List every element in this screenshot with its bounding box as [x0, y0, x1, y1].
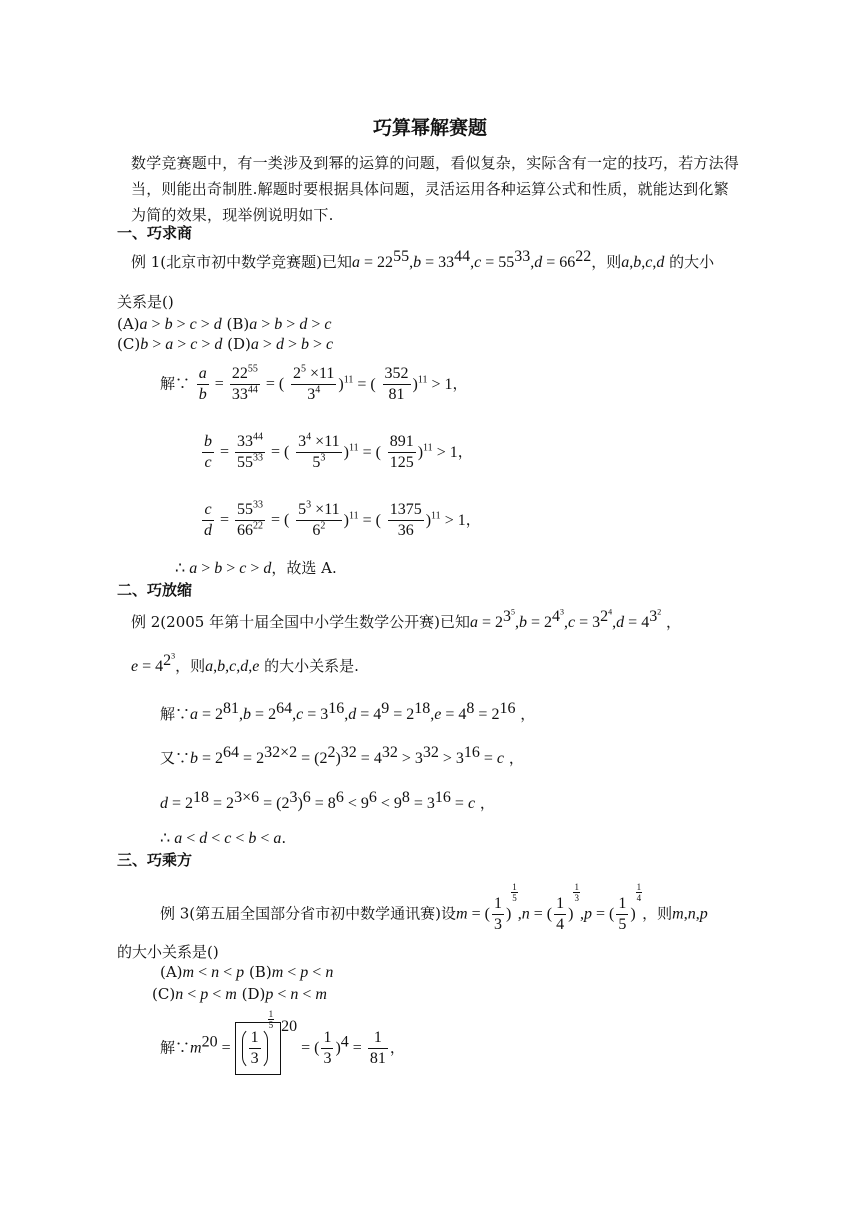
option-d-label: (D): [241, 985, 266, 1003]
example-3-tail: ，则: [642, 904, 673, 923]
example-3-options-cd: (C)n < p < m (D)p < n < m: [152, 985, 327, 1003]
option-c-label: (C): [117, 335, 141, 353]
example-1-solution-line-1: 解∵ $\frac{a}{b}$ = $\frac{22^{55}}{33^{44}}$ = ( $\frac{2^5 \times 11}{3^4}$ )$^{11}$ = ( $\frac{352}{81}$ )$^{11}$ > 1，: [160, 363, 468, 403]
comma: ，: [465, 510, 481, 529]
comma: ，: [520, 705, 536, 723]
comma: ，: [452, 374, 468, 393]
example-1-options-cd: (C)b > a > c > d (D)a > d > b > c: [117, 335, 334, 353]
option-c-label: (C): [152, 985, 176, 1003]
option-d-label: (D): [227, 335, 251, 353]
section-heading-3: 三、巧乘方: [117, 851, 193, 869]
option-a-label: (A): [160, 963, 183, 981]
example-1-given: a: [352, 254, 361, 271]
example-1-question: 关系是(): [117, 293, 174, 311]
example-1-tail: ，则: [591, 253, 622, 271]
example-2-solution-line-3: $d = 2^{18} = 2^{3\times 6} = (2^3)^6 = 8^6 < 9^6 < 9^8 = 3^{16} = c$ ，: [160, 789, 495, 812]
example-3-solution-line-1: 解$\because m^{20}$ = $\frac{1}{3}$ $\frac{1}{5}$ $^{20}$ = ( $\frac{1}{3}$ )$^4$ = $\frac{1}{81}$ ，: [160, 1022, 405, 1075]
comma: ，: [665, 613, 681, 631]
comma: ，: [479, 794, 495, 812]
section-heading-1: 一、巧求商: [117, 224, 193, 242]
example-3-question: 的大小关系是(): [117, 943, 219, 961]
option-a-label: (A): [117, 315, 140, 333]
example-1-statement: 例 1(北京市初中数学竞赛题)已知$a = 22^{55},b = 33^{44},c = 55^{33},d = 66^{22}$，则a,b,c,d 的大小: [131, 248, 715, 271]
example-2-statement-line-2: $e = 4^{2^3}$，则a,b,c,d,e 的大小关系是.: [131, 651, 359, 675]
example-2-tail: ，则: [175, 657, 206, 675]
example-3-options-ab: (A)m < n < p (B)m < p < n: [160, 963, 334, 981]
example-2-conclusion: ∴ a < d < c < b < a.: [160, 829, 287, 847]
example-2-lead: 例 2(2005 年第十届全国中小学生数学公开赛)已知: [131, 613, 470, 631]
example-2-solution-line-2: 又∵b = $2^{64} = 2^{32\times 2} = (2^2)^{32} = 4^{32} > 3^{32} > 3^{16} = c$ ，: [160, 744, 524, 767]
option-b-label: (B): [248, 963, 272, 981]
example-2-tail2: 的大小关系是.: [264, 657, 359, 675]
document-title: 巧算幂解赛题: [372, 117, 487, 139]
comma: ，: [389, 1038, 405, 1057]
example-1-tail2: 的大小: [669, 253, 715, 271]
section-heading-2: 二、巧放缩: [117, 581, 193, 599]
example-1-options-ab: (A)a > b > c > d (B)a > b > d > c: [117, 315, 332, 333]
example-1-solution-line-3: $\frac{c}{d}$ = $\frac{55^{33}}{66^{22}}$ = ( $\frac{5^3 \times 11}{6^2}$ )$^{11}$ = ( $\frac{1375}{36}$ )$^{11}$ > 1，: [204, 499, 481, 539]
example-3-lead: 例 3(第五届全国部分省市初中数学通讯赛)设: [160, 904, 457, 923]
example-2-solution-line-1: 解∵a = $2^{81},b = 2^{64},c = 3^{16},d = 4^9 = 2^{18},e = 4^8 = 2^{16}$ ，: [160, 700, 536, 723]
example-1-conclusion: ∴ a > b > c > d，故选 A.: [175, 559, 337, 577]
bracket-expression: $\frac{1}{3}$ $\frac{1}{5}$: [235, 1022, 282, 1075]
example-1-lead: 例 1(北京市初中数学竞赛题)已知: [131, 253, 353, 271]
example-1-solution-line-2: $\frac{b}{c}$ = $\frac{33^{44}}{55^{33}}$ = ( $\frac{3^4 \times 11}{5^3}$ )$^{11}$ = ( $\frac{891}{125}$ )$^{11}$ > 1，: [204, 431, 473, 471]
intro-paragraph: 数学竞赛题中，有一类涉及到幂的运算的问题，看似复杂，实际含有一定的技巧，若方法得当，则能出奇制胜.解题时要根据具体问题，灵活运用各种运算公式和性质，就能达到化繁为简的效果，现举例说明如下.: [131, 154, 740, 224]
moreover-label: 又∵: [160, 749, 191, 767]
solution-label: 解∵: [160, 705, 191, 723]
example-2-statement: 例 2(2005 年第十届全国中小学生数学公开赛)已知$a = 2^{3^5},b = 2^{4^3},c = 3^{2^4},d = 4^{3^2}$ ，: [131, 607, 681, 631]
solution-label: 解∵: [160, 374, 191, 393]
period: .: [281, 829, 287, 847]
example-1-conclusion-tail: ，故选 A.: [271, 559, 337, 577]
solution-label: 解∵: [160, 1038, 191, 1057]
example-3-statement: 例 3(第五届全国部分省市初中数学通讯赛)设m = ( $\frac{1}{3}$ ) $\frac{1}{5}$ ,n = ( $\frac{1}{4}$ ) $\frac{1}{3}$ ,p = ( $\frac{1}{5}$ ) $\frac{1}{4}$ ，则m,n,p: [160, 882, 708, 933]
comma: ，: [508, 749, 524, 767]
comma: ，: [457, 442, 473, 461]
option-b-label: (B): [226, 315, 250, 333]
